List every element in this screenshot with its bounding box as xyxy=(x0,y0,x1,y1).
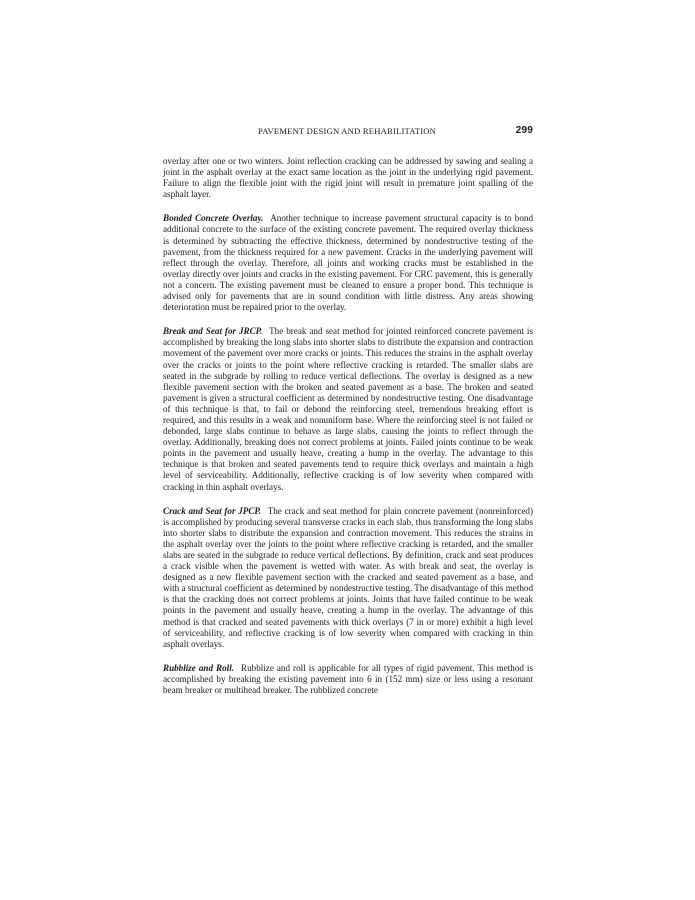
paragraph-text: Rubblize and roll is applicable for all types of rigid pavement. This method is accomplished by breaking the existing pavement into 6 in (152 mm) size or less using a resonant beam breaker or multihead breaker. The rubblized concrete xyxy=(163,662,534,696)
running-header xyxy=(163,126,533,140)
paragraph-rubblize-and-roll xyxy=(163,663,533,696)
paragraph-heading: Break and Seat for JRCP. xyxy=(163,326,263,337)
paragraph-text: overlay after one or two winters. Joint reflection cracking can be addressed by sawing and sealing a joint in the asphalt overlay at the exact same location as the joint in the underlying rigid pavement. Failure to align the flexible joint with the rigid joint will result in premature joint spalling of the asphalt layer. xyxy=(163,156,533,200)
page-number: 299 xyxy=(515,125,533,136)
paragraph-break-and-seat xyxy=(163,326,533,492)
paragraph-heading: Crack and Seat for JPCP. xyxy=(163,505,262,516)
paragraph-text: The break and seat method for jointed reinforced concrete pavement is accomplished by breaking the long slabs into shorter slabs to distribute the expansion and contraction movement of the pavement over more cracks or joints. This reduces the strains in the asphalt overlay over the cracks or joints to the point where reflective cracking is retarded. The smaller slabs are seated in the subgrade by rolling to reduce vertical deflections. The overlay is designed as a new flexible pavement section with the broken and seated pavement as a base. The broken and seated pavement is given a structural coefficient as determined by nondestructive testing. One disadvantage of this technique is that, to fail or debond the reinforcing steel, tremendous breaking effort is required, and this results in a weak and nonuniform base. Where the reinforcing steel is not failed or debonded, large slabs continue to behave as large slabs, causing the joints to reflect through the overlay. Additionally, breaking does not correct problems at joints. Failed joints continue to be weak points in the pavement and usually heave, creating a hump in the overlay. The advantage to this technique is that broken and seated pavements tend to require thick overlays and maintain a high level of serviceability. Additionally, reflective cracking is of low severity when compared with cracking in thin asphalt overlays. xyxy=(163,326,533,492)
document-page xyxy=(163,126,533,709)
paragraph-bonded-concrete-overlay xyxy=(163,213,533,313)
running-title: PAVEMENT DESIGN AND REHABILITATION xyxy=(258,126,437,136)
paragraph-text: The crack and seat method for plain concrete pavement (nonreinforced) is accomplished by producing several transverse cracks in each slab, thus transforming the long slabs into shorter slabs to distribute the expansion and contraction movement. This reduces the strains in the asphalt overlay over the joints to the point where reflective cracking is retarded, and the smaller slabs are seated in the subgrade to reduce vertical deflections. By definition, crack and seat produces a crack visible when the pavement is wetted with water. As with break and seat, the overlay is designed as a new flexible pavement section with the cracked and seated pavement as a base, and with a structural coefficient as determined by nondestructive testing. The disadvantage of this method is that the cracking does not correct problems at joints. Joints that have failed continue to be weak points in the pavement and usually heave, creating a hump in the overlay. The advantage of this method is that cracked and seated pavements with thick overlays (7 in or more) exhibit a high level of serviceability, and reflective cracking is of low severity when compared with cracking in thin asphalt overlays. xyxy=(163,505,533,649)
paragraph-heading: Rubblize and Roll. xyxy=(163,662,234,673)
paragraph-continuation xyxy=(163,156,533,200)
paragraph-text: Another technique to increase pavement structural capacity is to bond additional concrete to the surface of the existing concrete pavement. The required overlay thickness is determined by subtracting the effective thickness, determined by nondestructive testing of the pavement, from the thickness required for a new pavement. Cracks in the underlying pavement will reflect through the overlay. Therefore, all joints and working cracks must be established in the overlay directly over joints and cracks in the existing pavement. For CRC pavement, this is generally not a concern. The existing pavement must be cleaned to ensure a proper bond. This technique is advised only for pavements that are in sound condition with little distress. Any areas showing deterioration must be repaired prior to the overlay. xyxy=(163,213,533,313)
paragraph-heading: Bonded Concrete Overlay. xyxy=(163,213,264,224)
paragraph-crack-and-seat xyxy=(163,506,533,650)
